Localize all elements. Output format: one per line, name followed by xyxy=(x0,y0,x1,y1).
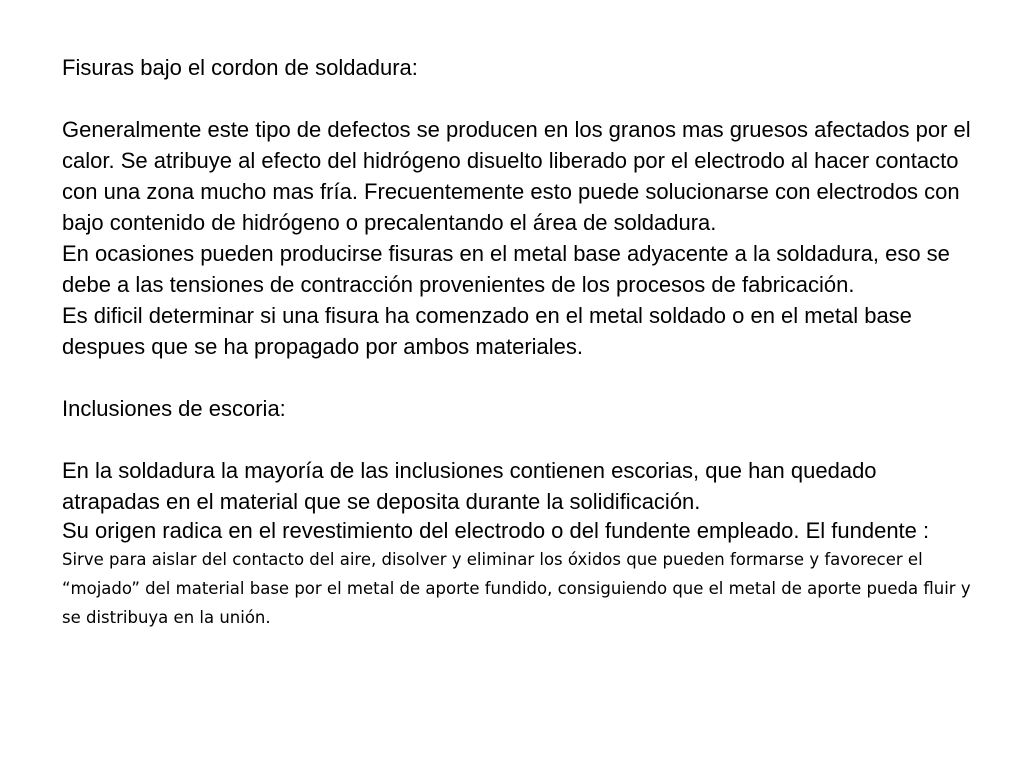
paragraph: En la soldadura la mayoría de las inclusiones contienen escorias, que han quedado atrapadas en el material que se deposita durante la solidificación. xyxy=(62,458,877,514)
paragraph: Es dificil determinar si una fisura ha comenzado en el metal soldado o en el metal base despues que se ha propagado por ambos materiales. xyxy=(62,303,912,359)
paragraph-fundente xyxy=(62,517,972,631)
slide-content xyxy=(62,52,972,631)
spacer xyxy=(62,83,972,114)
section-heading-fisuras: Fisuras bajo el cordon de soldadura: xyxy=(62,55,418,80)
spacer xyxy=(62,362,972,393)
paragraph-small-text: Sirve para aislar del contacto del aire, disolver y eliminar los óxidos que pueden formarse y favorecer el “mojado” del material base por el metal de aporte fundido, consiguiendo que el metal de aporte pueda fluir y se distribuya en la unión. xyxy=(62,550,971,627)
section-heading-inclusiones: Inclusiones de escoria: xyxy=(62,396,286,421)
paragraph-lead: Su origen radica en el revestimiento del electrodo o del fundente empleado. El fundente : xyxy=(62,518,930,543)
paragraph: Generalmente este tipo de defectos se producen en los granos mas gruesos afectados por el calor. Se atribuye al efecto del hidrógeno disuelto liberado por el electrodo al hacer contacto con una zona mucho mas fría. Frecuentemente esto puede solucionarse con electrodos con bajo contenido de hidrógeno o precalentando el área de soldadura. xyxy=(62,117,971,235)
paragraph: En ocasiones pueden producirse fisuras en el metal base adyacente a la soldadura, eso se debe a las tensiones de contracción provenientes de los procesos de fabricación. xyxy=(62,241,950,297)
spacer xyxy=(62,424,972,455)
